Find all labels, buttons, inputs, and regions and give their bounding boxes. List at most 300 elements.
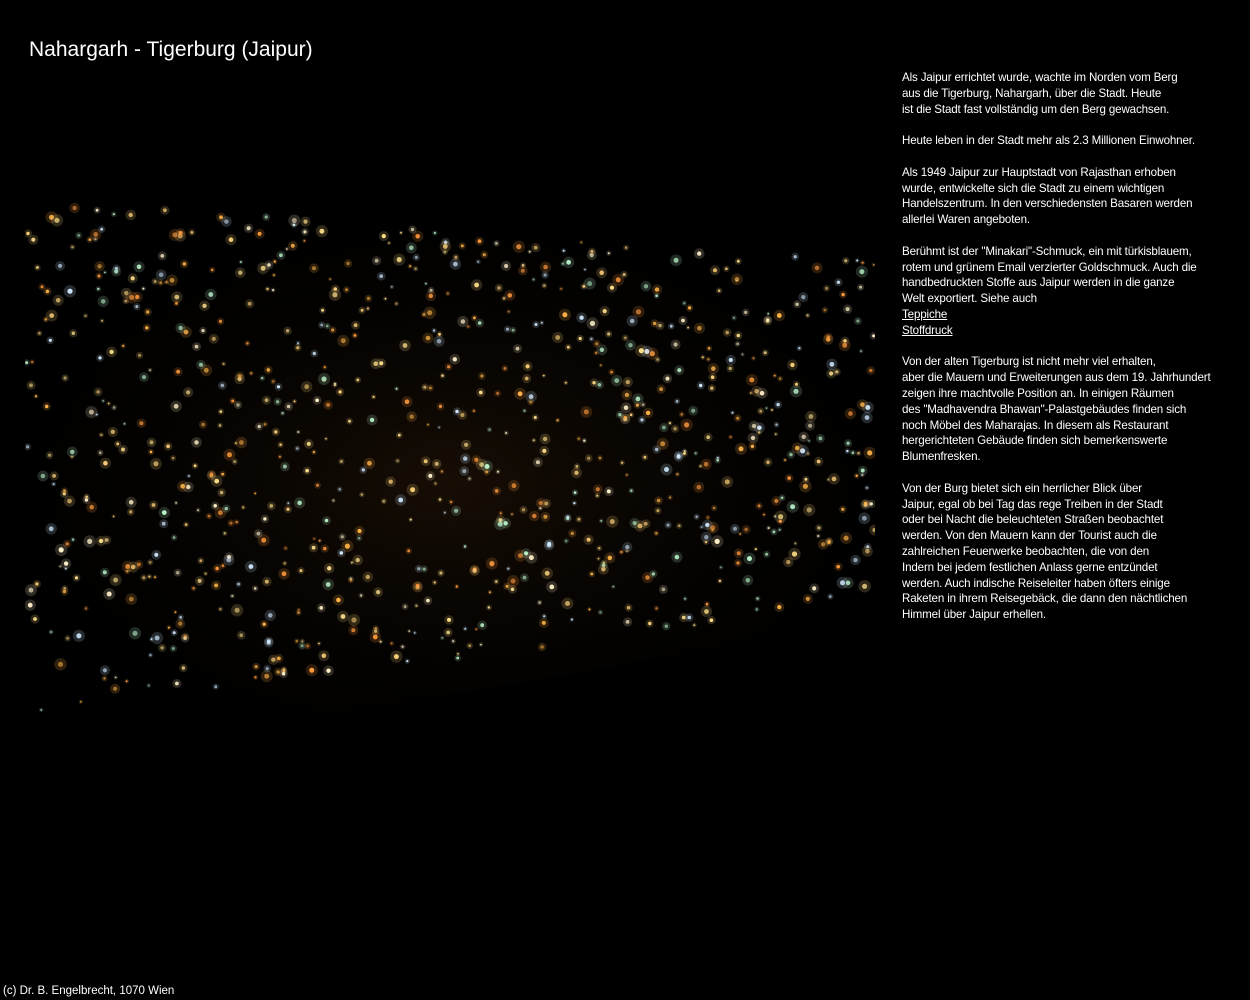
city-light (214, 583, 218, 587)
city-light (676, 473, 678, 475)
city-light (787, 476, 791, 480)
link-teppiche[interactable]: Teppiche (902, 307, 948, 321)
city-light (199, 559, 202, 562)
city-light (640, 418, 643, 421)
city-light (792, 551, 797, 556)
city-light (326, 325, 329, 328)
city-light (718, 289, 721, 292)
city-light (341, 614, 346, 619)
city-light (279, 443, 282, 446)
city-light (751, 436, 755, 440)
city-light (681, 319, 685, 323)
city-light (97, 288, 99, 290)
city-light (388, 242, 390, 244)
city-light (450, 501, 452, 503)
city-light (427, 310, 432, 315)
city-light (341, 535, 344, 538)
city-light (179, 616, 182, 619)
city-light (276, 400, 279, 403)
city-light (195, 345, 199, 349)
city-light (271, 658, 275, 662)
city-light (72, 206, 76, 210)
city-light (111, 430, 115, 434)
city-light (263, 517, 266, 520)
city-light (113, 406, 115, 408)
city-light (809, 414, 814, 419)
city-light (846, 307, 850, 311)
city-light (808, 440, 810, 442)
city-light (802, 435, 806, 439)
city-light (579, 337, 582, 340)
city-light (351, 617, 356, 622)
city-light (630, 490, 632, 492)
city-light (469, 478, 471, 480)
city-light (265, 398, 269, 402)
city-light (239, 633, 243, 637)
city-light (192, 587, 194, 589)
city-light (777, 313, 782, 318)
city-light (225, 507, 228, 510)
city-light (340, 551, 344, 555)
city-light (424, 459, 428, 463)
city-light (239, 440, 244, 445)
city-light (294, 400, 296, 402)
city-light (543, 375, 545, 377)
city-light (630, 319, 635, 324)
city-light (175, 502, 177, 504)
city-light (345, 288, 348, 291)
city-light (357, 529, 361, 533)
text-line: Handelszentrum. In den verschiedensten Basaren werden (902, 197, 1193, 211)
city-light (512, 329, 515, 332)
city-light (457, 653, 459, 655)
city-light (621, 462, 623, 464)
city-light (807, 314, 809, 316)
city-light (35, 395, 37, 397)
city-light (830, 362, 835, 367)
city-light (524, 410, 526, 412)
city-light (379, 361, 383, 365)
city-light (129, 500, 134, 505)
city-light (711, 366, 716, 371)
city-light (145, 326, 148, 329)
city-light (497, 471, 499, 473)
city-light (182, 666, 185, 669)
city-light (80, 701, 82, 703)
city-light (673, 427, 676, 430)
paragraph (902, 244, 1242, 339)
text-line: Von der Burg bietet sich ein herrlicher Blick über (902, 481, 1142, 495)
city-light (630, 414, 633, 417)
city-light (587, 281, 592, 286)
city-light (126, 570, 128, 572)
city-light (467, 326, 469, 328)
city-light (511, 588, 515, 592)
city-light (532, 514, 536, 518)
city-light (547, 543, 551, 547)
city-light (844, 259, 847, 262)
city-light (389, 480, 393, 484)
city-light (115, 677, 117, 679)
city-light (197, 509, 199, 511)
city-light (315, 399, 319, 403)
city-light (188, 475, 190, 477)
city-light (751, 445, 754, 448)
city-light (231, 595, 233, 597)
city-light (717, 457, 719, 459)
city-light (291, 244, 295, 248)
city-light (616, 277, 621, 282)
city-light (137, 563, 141, 567)
city-light (821, 542, 825, 546)
city-light (837, 281, 840, 284)
city-light (89, 505, 94, 510)
city-light (103, 461, 108, 466)
city-light (142, 288, 144, 290)
city-light (272, 289, 274, 291)
city-light (730, 436, 732, 438)
city-light (468, 644, 471, 647)
city-light (600, 348, 604, 352)
city-light (76, 633, 81, 638)
city-light (66, 637, 69, 640)
city-light (562, 312, 567, 317)
city-light (472, 569, 476, 573)
city-light (848, 411, 853, 416)
city-light (666, 377, 670, 381)
city-light (41, 285, 44, 288)
city-light (100, 434, 102, 436)
city-light (768, 527, 770, 529)
city-light (590, 338, 592, 340)
city-light (506, 585, 509, 588)
city-light (624, 405, 629, 410)
city-light (453, 262, 458, 267)
city-light (205, 573, 207, 575)
city-light (452, 640, 454, 642)
city-light (756, 597, 758, 599)
city-light (441, 375, 443, 377)
city-light (227, 558, 232, 563)
city-light (775, 433, 777, 435)
city-light (598, 547, 600, 549)
city-light (326, 669, 330, 673)
city-light (598, 383, 602, 387)
city-light (861, 469, 865, 473)
city-light (752, 424, 756, 428)
city-light (474, 458, 478, 462)
city-light (795, 446, 800, 451)
city-light (96, 209, 99, 212)
city-light (603, 309, 607, 313)
city-light (860, 350, 862, 352)
city-light (297, 431, 299, 433)
city-light (512, 483, 517, 488)
city-light (306, 645, 309, 648)
city-light (242, 506, 244, 508)
city-light (737, 551, 741, 555)
city-light (426, 336, 431, 341)
city-light (729, 367, 732, 370)
city-light (282, 412, 284, 414)
city-light (396, 388, 398, 390)
city-light (625, 393, 629, 397)
city-light (183, 262, 187, 266)
city-light (410, 519, 412, 521)
city-light (367, 461, 372, 466)
city-light (410, 487, 415, 492)
city-light (447, 365, 450, 368)
city-light (579, 316, 583, 320)
city-light (423, 386, 426, 389)
city-light (566, 516, 569, 519)
city-light (456, 657, 459, 660)
city-light (439, 498, 441, 500)
city-light (98, 275, 101, 278)
city-light (781, 496, 784, 499)
city-light (64, 561, 68, 565)
city-light (504, 521, 508, 525)
city-light (736, 343, 739, 346)
city-light (429, 387, 432, 390)
city-light (184, 635, 187, 638)
city-light (842, 343, 847, 348)
city-light (862, 262, 864, 264)
city-light (456, 585, 458, 587)
city-light (85, 607, 87, 609)
city-light (427, 424, 429, 426)
city-light (543, 615, 545, 617)
link-stoffdruck[interactable]: Stoffdruck (902, 323, 953, 337)
city-light (67, 289, 72, 294)
city-light (231, 400, 234, 403)
city-light (266, 288, 268, 290)
city-light (109, 350, 113, 354)
city-light (218, 510, 223, 515)
city-light (859, 269, 864, 274)
city-light (96, 390, 100, 394)
city-light (648, 622, 651, 625)
city-light (201, 423, 204, 426)
city-light (247, 226, 251, 230)
city-light (777, 605, 781, 609)
city-light (49, 339, 52, 342)
city-light (662, 426, 666, 430)
city-light (542, 449, 546, 453)
city-light (261, 538, 266, 543)
city-light (478, 239, 482, 243)
city-light (495, 242, 498, 245)
city-light (841, 508, 844, 511)
city-light (153, 461, 158, 466)
city-light (77, 234, 80, 237)
city-light (425, 283, 427, 285)
text-line: Welt exportiert. Siehe auch (902, 292, 1037, 306)
city-light (49, 313, 54, 318)
city-light (84, 315, 86, 317)
city-light (379, 274, 383, 278)
city-light (236, 521, 238, 523)
city-light (778, 514, 783, 519)
city-light (725, 479, 730, 484)
text-line: Als 1949 Jaipur zur Hauptstadt von Rajasthan erhoben (902, 165, 1176, 179)
city-light (607, 332, 610, 335)
city-light (224, 219, 228, 223)
city-light (279, 456, 281, 458)
city-light (759, 410, 762, 413)
city-light (237, 583, 240, 586)
city-light (646, 411, 650, 415)
city-light (215, 567, 219, 571)
city-light (626, 620, 630, 624)
city-light (194, 464, 197, 467)
city-light (404, 605, 407, 608)
city-light (301, 644, 304, 647)
city-light (535, 323, 538, 326)
city-light (522, 508, 525, 511)
city-light (26, 232, 29, 235)
city-light (669, 497, 671, 499)
description-text (902, 70, 1242, 639)
city-light (103, 570, 107, 574)
city-light (361, 494, 363, 496)
city-light (774, 499, 778, 503)
city-light (227, 452, 232, 457)
city-light (126, 680, 128, 682)
city-light (681, 413, 683, 415)
city-light (428, 474, 432, 478)
text-line: zeigen ihre machtvolle Position an. In einigen Räumen (902, 386, 1174, 400)
city-light (351, 628, 355, 632)
city-light (410, 415, 414, 419)
city-light (175, 611, 177, 613)
city-light (779, 378, 781, 380)
city-light (590, 321, 595, 326)
city-light (746, 578, 751, 583)
city-light (533, 439, 535, 441)
city-light (249, 564, 254, 569)
city-light (142, 375, 146, 379)
city-light (367, 297, 370, 300)
city-light (180, 484, 185, 489)
text-line: aber die Mauern und Erweiterungen aus dem 19. Jahrhundert (902, 371, 1211, 385)
city-light (688, 306, 691, 309)
city-light (657, 499, 661, 503)
city-light (221, 473, 224, 476)
city-light (669, 422, 671, 424)
city-light (691, 409, 695, 413)
city-light (238, 271, 242, 275)
city-light (334, 287, 338, 291)
city-light (571, 619, 573, 621)
city-light (489, 591, 491, 593)
city-light (274, 260, 276, 262)
city-light (254, 587, 257, 590)
city-light (608, 556, 613, 561)
city-light (435, 483, 437, 485)
city-light (297, 342, 299, 344)
city-light (166, 444, 170, 448)
city-light (163, 208, 167, 212)
city-light (840, 580, 845, 585)
city-light (31, 238, 35, 242)
city-light (795, 543, 797, 545)
city-light (414, 632, 416, 634)
city-light (373, 396, 375, 398)
city-light (354, 334, 357, 337)
city-light (592, 381, 595, 384)
city-light (258, 425, 261, 428)
city-light (588, 608, 590, 610)
text-line: ist die Stadt fast vollständig um den Berg gewachsen. (902, 102, 1170, 116)
city-light (417, 567, 420, 570)
city-light (534, 416, 537, 419)
city-light (148, 576, 150, 578)
city-light (735, 277, 740, 282)
city-light (636, 404, 639, 407)
city-light (653, 322, 656, 325)
city-light (536, 460, 540, 464)
city-light (58, 662, 63, 667)
city-light (360, 594, 362, 596)
city-light (59, 547, 64, 552)
city-light (574, 491, 577, 494)
city-light (222, 564, 225, 567)
city-light (860, 402, 865, 407)
city-light (613, 586, 615, 588)
city-light (208, 515, 211, 518)
city-light (497, 286, 501, 290)
city-light (307, 442, 311, 446)
city-light (254, 493, 256, 495)
city-light (100, 228, 103, 231)
city-light (279, 253, 283, 257)
city-light (49, 526, 54, 531)
city-light (267, 641, 271, 645)
city-light (64, 376, 67, 379)
city-light (152, 503, 156, 507)
city-light (652, 572, 655, 575)
city-light (853, 558, 857, 562)
city-light (790, 504, 795, 509)
city-light (400, 232, 402, 234)
city-light (677, 368, 681, 372)
city-light (507, 568, 509, 570)
city-light (872, 334, 875, 337)
city-light (415, 234, 420, 239)
city-light (491, 564, 493, 566)
city-light (348, 420, 351, 423)
city-light (636, 397, 641, 402)
city-light (618, 413, 621, 416)
city-light (54, 218, 59, 223)
text-line: Raketen in ihrem Reisegebäck, die dann den nächtlichen (902, 592, 1188, 606)
city-light (215, 685, 218, 688)
city-light (866, 487, 868, 489)
city-light (398, 498, 403, 503)
city-light (312, 266, 316, 270)
city-light (656, 509, 659, 512)
city-light (408, 630, 410, 632)
city-light (305, 469, 309, 473)
city-light (495, 489, 499, 493)
city-light (523, 576, 527, 580)
city-light (488, 429, 490, 431)
city-light (670, 325, 673, 328)
city-light (529, 394, 534, 399)
city-light (864, 502, 868, 506)
city-light (739, 446, 744, 451)
